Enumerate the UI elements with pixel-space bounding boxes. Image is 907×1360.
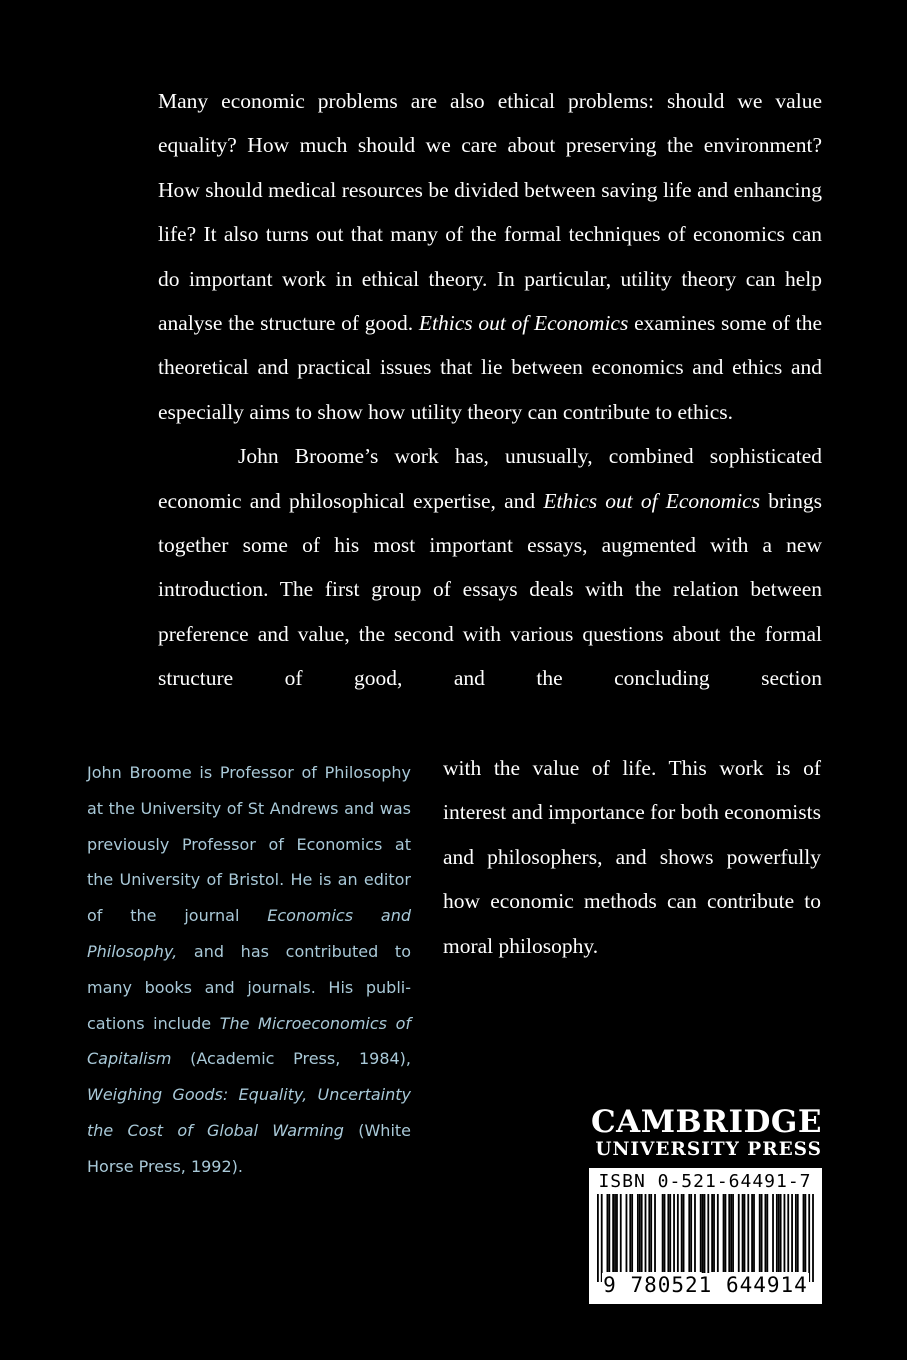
publisher-name: CAMBRIDGE <box>591 1104 822 1140</box>
barcode-bar <box>732 1194 734 1272</box>
barcode-bar <box>645 1194 647 1272</box>
isbn-label: ISBN 0-521-64491-7 <box>598 1171 812 1192</box>
barcode-bar <box>738 1194 740 1272</box>
barcode-bar <box>601 1194 603 1282</box>
barcode-bars <box>597 1194 814 1282</box>
blurb-paragraph-1: Many economic problems are also ethical problems: should we value equality? How much should we care about preserving the environment? How should medical resources be divided between saving life and enhancing life? It also turns out that many of the formal techniques of economics can do important work in ethical theory. In particular, utility theory can help analyse the structure of good. Ethics out of Economics examines some of the theoretical and practical issues that lie between economics and ethics and especially aims to show how utility theory can contribute to ethics. <box>158 89 822 424</box>
barcode-bar <box>728 1194 730 1272</box>
barcode-bar <box>780 1194 782 1272</box>
barcode-bar <box>616 1194 618 1272</box>
barcode-bar <box>804 1194 806 1272</box>
barcode-bar <box>795 1194 797 1272</box>
barcode-bar <box>791 1194 793 1272</box>
barcode-bar <box>650 1194 652 1272</box>
barcode-bar <box>702 1194 704 1282</box>
barcode-bar <box>711 1194 713 1272</box>
barcode-bar <box>812 1194 814 1282</box>
barcode-bar <box>717 1194 719 1272</box>
barcode-bar <box>776 1194 778 1272</box>
barcode-bar <box>778 1194 780 1272</box>
barcode-bar <box>664 1194 666 1272</box>
barcode-bar <box>614 1194 616 1272</box>
barcode-bar <box>631 1194 633 1272</box>
barcode-bar <box>694 1194 696 1272</box>
barcode-bar <box>688 1194 690 1272</box>
barcode-bar <box>629 1194 631 1272</box>
publisher-subtitle: UNIVERSITY PRESS <box>595 1139 822 1160</box>
barcode-bar <box>744 1194 746 1272</box>
blurb-continuation: with the value of life. This work is of interest and importance for both economists and philosophers, and shows powerfully how economic methods can contribute to moral philosophy. <box>443 756 821 958</box>
barcode-bar <box>747 1194 749 1272</box>
barcode-bar <box>673 1194 675 1272</box>
barcode-bar <box>681 1194 683 1272</box>
barcode-bar <box>641 1194 643 1272</box>
author-bio: John Broome is Professor of Philosophy at the University of St Andrews and was previously Professor of Economics at the University of Bristol. He is an editor of the journal Economics and Philosophy, and has contributed to many books and journals. His publications include The Microeconomics of Capitalism (Academic Press, 1984), Weighing Goods: Equality, Uncertainty the Cost of Global Warming (White Horse Press, 1992). <box>87 763 411 1176</box>
barcode-bar <box>639 1194 641 1272</box>
barcode <box>589 1168 822 1304</box>
barcode-bar <box>766 1194 768 1272</box>
barcode-bar <box>772 1194 774 1272</box>
book-title: Ethics out of Economics <box>418 311 629 336</box>
barcode-bar <box>723 1194 725 1272</box>
barcode-bar <box>662 1194 664 1272</box>
barcode-bar <box>612 1194 614 1272</box>
barcode-bar <box>637 1194 639 1272</box>
barcode-bar <box>597 1194 599 1282</box>
blurb-paragraph-2: John Broome’s work has, unusually, combined sophisticated economic and philosophical expertise, and Ethics out of Economics brings together some of his most important essays, augmented with a new introduction. The first group of essays deals with the relation between preference and value, the second with various questions about the formal structure of good, and the concluding section <box>158 444 823 691</box>
barcode-bar <box>759 1194 761 1272</box>
barcode-bar <box>608 1194 610 1272</box>
barcode-bar <box>700 1194 702 1272</box>
barcode-bar <box>787 1194 789 1272</box>
barcode-bar <box>808 1194 810 1282</box>
barcode-bar <box>751 1194 753 1272</box>
barcode-bar <box>667 1194 669 1272</box>
barcode-bar <box>765 1194 767 1272</box>
barcode-bar <box>669 1194 671 1272</box>
barcode-bar <box>607 1194 609 1272</box>
barcode-bar <box>784 1194 786 1272</box>
barcode-bar <box>704 1194 706 1282</box>
barcode-bar <box>677 1194 679 1272</box>
barcode-bar <box>690 1194 692 1272</box>
barcode-bar <box>725 1194 727 1272</box>
barcode-bar <box>761 1194 763 1272</box>
barcode-bar <box>797 1194 799 1272</box>
book-title: Ethics out of Economics <box>543 488 761 513</box>
barcode-bar <box>626 1194 628 1272</box>
barcode-bar <box>707 1194 709 1282</box>
ean-number: 9 780521 644914 <box>603 1273 808 1297</box>
blurb-text <box>158 79 822 701</box>
barcode-bar <box>648 1194 650 1272</box>
barcode-bar <box>713 1194 715 1272</box>
barcode-bar <box>753 1194 755 1272</box>
barcode-bar <box>742 1194 744 1272</box>
barcode-bar <box>683 1194 685 1272</box>
barcode-bar <box>620 1194 622 1272</box>
publisher-logo <box>582 1104 822 1160</box>
barcode-bar <box>803 1194 805 1272</box>
barcode-bar <box>730 1194 732 1272</box>
barcode-bar <box>654 1194 656 1272</box>
